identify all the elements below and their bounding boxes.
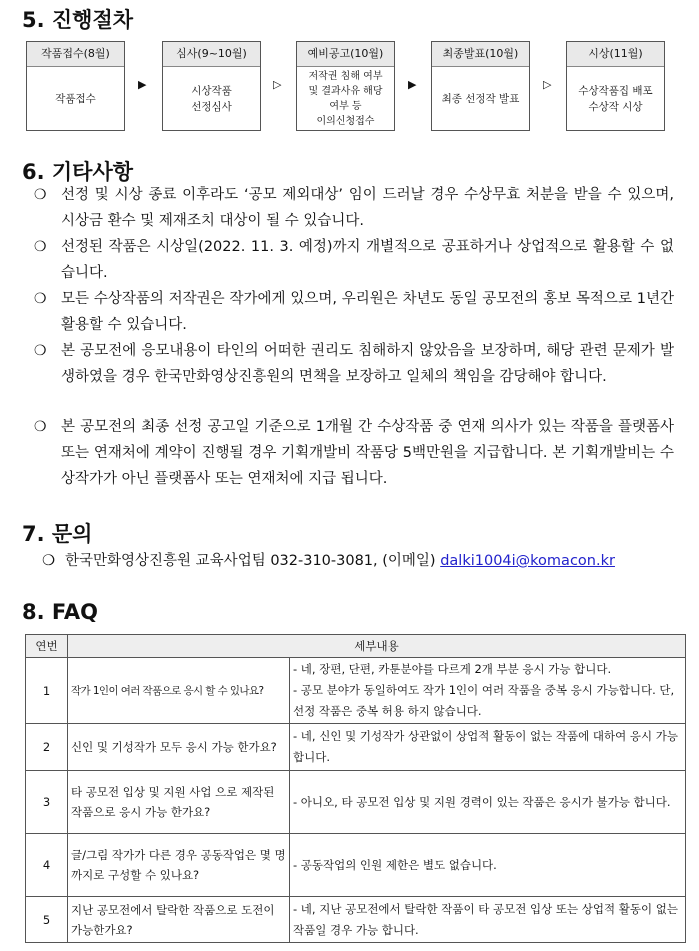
list-item xyxy=(34,286,674,338)
answer xyxy=(290,834,686,897)
item-text: 선정 및 시상 종료 이후라도 ‘공모 제외대상’ 임이 드러날 경우 수상무효 처분을 받을 수 있으며, 시상금 환수 및 제재조치 대상이 될 수 있습니다. xyxy=(61,187,674,229)
list-item xyxy=(34,338,674,390)
answer xyxy=(290,658,686,724)
step-box-1 xyxy=(26,41,125,131)
step-header: 심사(9~10월) xyxy=(163,42,260,67)
row-number: 1 xyxy=(26,658,68,724)
table-row xyxy=(26,897,686,943)
section-7-title: 7. 문의 xyxy=(22,522,93,546)
circle-bullet-icon: ❍ xyxy=(42,553,55,569)
list-item xyxy=(34,234,674,286)
question: 타 공모전 입상 및 지원 사업 으로 제작된 작품으로 응시 가능 한가요? xyxy=(68,771,290,834)
answer-line: - 네, 장편, 단편, 카툰분야를 다르게 2개 부분 응시 가능 합니다. xyxy=(293,662,612,676)
table-row xyxy=(26,771,686,834)
answer-line: - 네, 지난 공모전에서 탈락한 작품이 타 공모전 입상 또는 상업적 활동이 없는 작품일 경우 가능 합니다. xyxy=(293,901,678,937)
item-text: 모든 수상작품의 저작권은 작가에게 있으며, 우리원은 차년도 동일 공모전의 홍보 목적으로 1년간 활용할 수 있습니다. xyxy=(61,291,674,333)
list-item xyxy=(34,414,674,492)
step-body: 작품접수 xyxy=(55,93,96,105)
circle-bullet-icon: ❍ xyxy=(34,239,47,255)
step-body: 수상작품집 배포 수상작 시상 xyxy=(578,85,653,113)
email-link[interactable]: dalki1004i@komacon.kr xyxy=(440,553,615,569)
arrow-outline-icon: ▷ xyxy=(543,78,552,91)
step-header: 작품접수(8월) xyxy=(27,42,124,67)
question: 작가 1인이 여러 작품으로 응시 할 수 있나요? xyxy=(68,658,290,724)
circle-bullet-icon: ❍ xyxy=(34,419,47,435)
row-number: 2 xyxy=(26,724,68,771)
faq-table xyxy=(25,634,686,943)
step-body: 저작권 침해 여부 및 결과사유 해당 여부 등 이의신청접수 xyxy=(308,71,383,127)
answer-line: - 공동작업의 인원 제한은 별도 없습니다. xyxy=(293,857,497,872)
header-detail: 세부내용 xyxy=(68,635,686,658)
section-5-title: 5. 진행절차 xyxy=(22,8,134,32)
section-8-title: 8. FAQ xyxy=(22,600,98,624)
step-header: 예비공고(10월) xyxy=(297,42,394,67)
row-number: 5 xyxy=(26,897,68,943)
arrow-filled-icon: ▶ xyxy=(408,78,417,91)
item-text: 본 공모전의 최종 선정 공고일 기준으로 1개월 간 수상작품 중 연재 의사가 있는 작품을 플랫폼사 또는 연재처에 계약이 진행될 경우 기획개발비 작품당 5백만원을 지급합니다. 본 기획개발비는 수상작가가 아닌 플랫폼사 또는 연재처에 지급 됩니다. xyxy=(61,419,674,487)
row-number: 4 xyxy=(26,834,68,897)
contact-text: 한국만화영상진흥원 교육사업팀 032-310-3081, (이메일) xyxy=(65,553,441,569)
table-row xyxy=(26,658,686,724)
answer xyxy=(290,771,686,834)
step-header: 최종발표(10월) xyxy=(432,42,529,67)
step-box-3 xyxy=(296,41,395,131)
step-box-5 xyxy=(566,41,665,131)
answer-line: - 아니오, 타 공모전 입상 및 지원 경력이 있는 작품은 응시가 불가능 합니다. xyxy=(293,794,671,809)
row-number: 3 xyxy=(26,771,68,834)
step-box-2 xyxy=(162,41,261,131)
answer xyxy=(290,897,686,943)
question: 글/그림 작가가 다른 경우 공동작업은 몇 명까지로 구성할 수 있나요? xyxy=(68,834,290,897)
item-text: 본 공모전에 응모내용이 타인의 어떠한 권리도 침해하지 않았음을 보장하며, 해당 관련 문제가 발생하였을 경우 한국만화영상진흥원의 면책을 보장하고 일체의 책임을 감당해야 합니다. xyxy=(61,343,674,385)
answer-line: - 공모 분야가 동일하여도 작가 1인이 여러 작품을 중복 응시 가능합니다. 단, 선정 작품은 중복 허용 하지 않습니다. xyxy=(293,683,675,718)
header-no: 연번 xyxy=(26,635,68,658)
circle-bullet-icon: ❍ xyxy=(34,343,47,359)
table-row xyxy=(26,834,686,897)
question: 신인 및 기성작가 모두 응시 가능 한가요? xyxy=(68,724,290,771)
arrow-filled-icon: ▶ xyxy=(138,78,147,91)
answer-line: - 네, 신인 및 기성작가 상관없이 상업적 활동이 없는 작품에 대하여 응시 가능 합니다. xyxy=(293,729,678,764)
circle-bullet-icon: ❍ xyxy=(34,187,47,203)
arrow-outline-icon: ▷ xyxy=(273,78,282,91)
step-body: 시상작품 선정심사 xyxy=(191,85,232,113)
table-row xyxy=(26,724,686,771)
contact-line xyxy=(42,548,615,574)
table-header-row xyxy=(26,635,686,658)
question: 지난 공모전에서 탈락한 작품으로 도전이 가능한가요? xyxy=(68,897,290,943)
step-box-4 xyxy=(431,41,530,131)
list-item xyxy=(34,182,674,234)
step-header: 시상(11월) xyxy=(567,42,664,67)
circle-bullet-icon: ❍ xyxy=(34,291,47,307)
step-body: 최종 선정작 발표 xyxy=(441,93,520,105)
item-text: 선정된 작품은 시상일(2022. 11. 3. 예정)까지 개별적으로 공표하거나 상업적으로 활용할 수 없습니다. xyxy=(61,239,674,281)
answer xyxy=(290,724,686,771)
section-6-title: 6. 기타사항 xyxy=(22,160,134,184)
